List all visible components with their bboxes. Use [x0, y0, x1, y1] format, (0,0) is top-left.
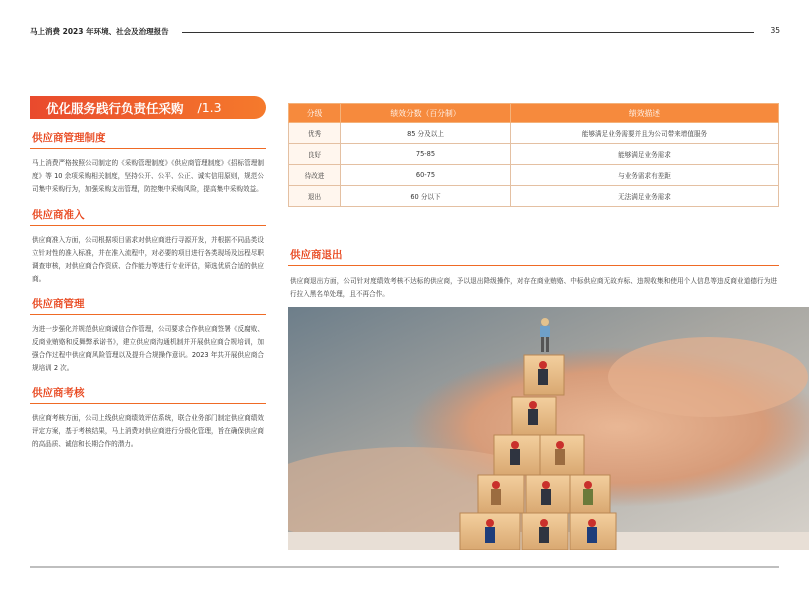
cell-description: 能够满足业务需求 — [511, 144, 779, 165]
cell-grade: 待改进 — [289, 165, 341, 186]
page-number: 35 — [770, 26, 780, 35]
left-column — [30, 96, 266, 451]
section-supplier-policy — [30, 125, 266, 196]
header-score: 绩效分数（百分制） — [341, 104, 511, 123]
cell-grade: 退出 — [289, 186, 341, 207]
table-row — [289, 123, 779, 144]
section-title: 供应商考核 — [32, 387, 85, 399]
cell-grade: 良好 — [289, 144, 341, 165]
section-title: 供应商退出 — [290, 249, 343, 261]
cell-score: 60-75 — [341, 165, 511, 186]
cell-score: 75-85 — [341, 144, 511, 165]
cell-description: 无法满足业务需求 — [511, 186, 779, 207]
footer-rule — [30, 566, 779, 568]
cell-description: 能够满足业务需要并且为公司带来增值服务 — [511, 123, 779, 144]
section-supplier-exit — [288, 242, 779, 301]
section-body: 为进一步强化并规范供应商诚信合作管理，公司要求合作供应商签署《反腐败、反商业贿赂和反舞弊承诺书》，建立供应商沟通机制并开展供应商合规培训，加强合作过程中供应商风险管理以及提升合规操作意识。2023 年共开展供应商合规培训 2 次。 — [32, 325, 264, 372]
section-title: 供应商管理制度 — [32, 132, 106, 144]
section-banner — [30, 96, 266, 119]
cell-grade: 优秀 — [289, 123, 341, 144]
cell-score: 85 分及以上 — [341, 123, 511, 144]
banner-number: /1.3 — [197, 100, 222, 115]
table-header-row — [289, 104, 779, 123]
section-title: 供应商准入 — [32, 209, 85, 221]
header-rule — [182, 32, 754, 33]
section-supplier-assessment — [30, 380, 266, 451]
section-supplier-admission — [30, 202, 266, 286]
section-body: 供应商考核方面，公司上线供应商绩效评估系统，联合业务部门制定供应商绩效评定方案，基于考核结果，马上消费对供应商进行分级化管理，旨在确保供应商的高品质、诚信和长期合作的潜力。 — [32, 414, 264, 448]
header-grade: 分级 — [289, 104, 341, 123]
section-supplier-management — [30, 291, 266, 375]
section-body: 供应商准入方面，公司根据项目需求对供应商进行寻源开发，并根据不同品类设立针对性的准入标准，并在准入流程中，对必要的项目进行各类现场及远程尽职调查审核，对供应商合作资质、合作能力等进行专业评估，筛选优质合适的供应商。 — [32, 236, 264, 283]
report-title: 马上消费 2023 年环境、社会及治理报告 — [30, 27, 169, 36]
cell-score: 60 分以下 — [341, 186, 511, 207]
page-header — [30, 26, 780, 40]
table-row — [289, 165, 779, 186]
section-body: 供应商退出方面，公司针对度绩效考核不达标的供应商，予以退出降级操作，对存在商业贿赂、中标供应商无故弃标、违规收集和使用个人信息等违反商业道德行为进行拉入黑名单处理，且不再合作。 — [290, 277, 777, 298]
section-body: 马上消费严格按照公司制定的《采购管理制度》《供应商管理制度》《招标管理制度》等 10 余项采购相关制度，坚持公开、公平、公正、诚实信用原则，规范公司集中采购行为，加强采购支出管理，防控集中采购风险，提高集中采购效益。 — [32, 159, 264, 193]
header-description: 绩效描述 — [511, 104, 779, 123]
section-title: 供应商管理 — [32, 298, 85, 310]
table-row — [289, 144, 779, 165]
supplier-pyramid-photo — [288, 307, 809, 550]
banner-title: 优化服务践行负责任采购 — [46, 100, 184, 116]
performance-table — [288, 103, 779, 207]
cell-description: 与业务需求有差距 — [511, 165, 779, 186]
table-row — [289, 186, 779, 207]
